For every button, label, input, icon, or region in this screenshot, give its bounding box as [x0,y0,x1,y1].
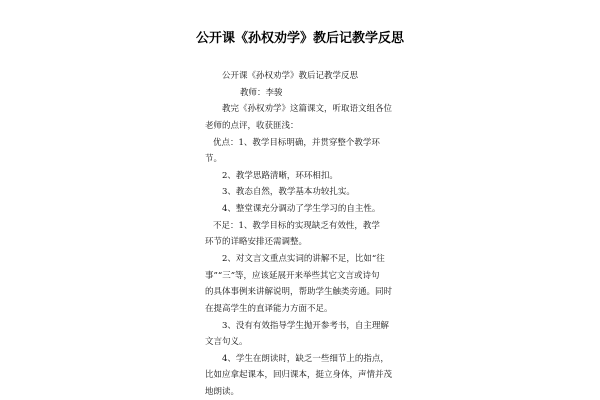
paragraph-line: 优点：1、教学目标明确，并贯穿整个教学环 [213,137,380,148]
paragraph-line: 节。 [205,154,223,165]
paragraph-line: 2、对文言文重点实词的讲解不足，比如“往 [222,253,385,264]
paragraph-line: 老师的点评，收获匪浅： [205,120,299,131]
paragraph-line: 2、教学思路清晰，环环相扣。 [222,170,338,181]
paragraph-line: 文言句义。 [205,337,248,348]
paragraph-line: 3、教态自然，教学基本功较扎实。 [222,187,355,198]
paragraph-line: 的具体事例来讲解说明，帮助学生触类旁通。同时 [205,287,393,298]
body-subtitle: 公开课《孙权劝学》教后记教学反思 [222,71,359,81]
paragraph-line: 环节的详略安排还需调整。 [205,237,308,248]
paragraph-line: 在提高学生的直译能力方面不足。 [205,303,333,314]
paragraph-line: 不足：1、教学目标的实现缺乏有效性，教学 [213,220,380,231]
paragraph-line: 比如应拿起课本，回归课本，挺立身体，声情并茂 [205,370,393,381]
paragraph-line: 地朗读。 [205,387,240,397]
paragraph-line: 事”“三”等，应该延展开来举些其它文言或诗句 [205,270,380,281]
teacher-line: 教师：李骏 [240,87,283,98]
paragraph-line: 教完《孙权劝学》这篇课文，听取语文组各位 [222,104,393,115]
paragraph-line: 4、学生在朗读时，缺乏一些细节上的指点， [222,353,389,364]
paragraph-line: 4、整堂课充分调动了学生学习的自主性。 [222,204,381,215]
paragraph-line: 3、没有有效指导学生抛开参考书，自主理解 [222,320,389,331]
page-title: 公开课《孙权劝学》教后记教学反思 [195,31,404,46]
